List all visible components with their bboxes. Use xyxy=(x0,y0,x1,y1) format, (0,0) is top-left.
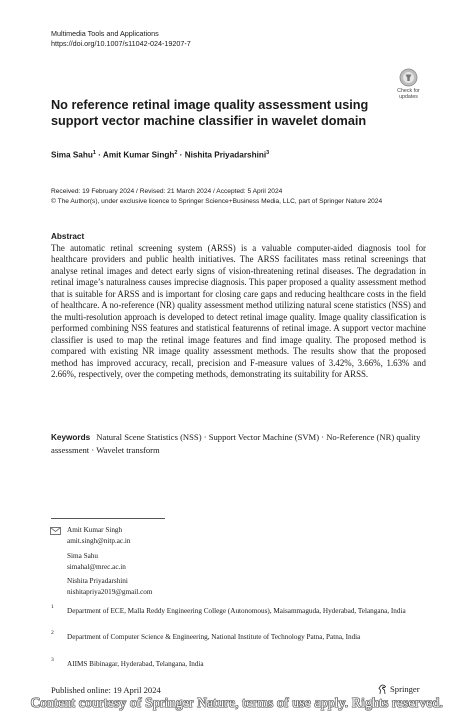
author-contact xyxy=(67,551,126,572)
badge-line-2: updates xyxy=(399,94,418,100)
author-affiliation-mark: 1 xyxy=(92,150,96,156)
copyright-notice: © The Author(s), under exclusive licence to Springer Science+Business Media, LLC, part of Springer Nature 2024 xyxy=(51,197,383,205)
author-name: Sima Sahu xyxy=(51,150,93,160)
abstract-text: The automatic retinal screening system (ARSS) is a valuable computer-aided diagnosis tool for healthcare providers and public health initiatives. The ARSS facilitates mass retinal screenings that analyse retinal images and detect early signs of vision-threatening retinal diseases. The degradation in retinal image’s naturalness causes imprecise diagnosis. This paper proposed a quality assessment method that is suitable for ARSS and is important for closing care gaps and reducing healthcare costs in the field of healthcare. A no-reference (NR) quality assessment method utilizing natural scene statistics (NSS) and the multi-resolution approach is developed to detect retinal image quality. Image quality classification is performed combining NSS features and statistical featurenns of retinal image. A support vector machine classifier is used to map the retinal image features and find image quality. The proposed method is compared with existing NR image quality assessment methods. The results show that the proposed method has improved accuracy, recall, precision and F-measure values of 3.42%, 3.66%, 1.63% and 2.66%, respectively, over the competing methods, demonstrating its suitability for ARSS. xyxy=(51,243,426,379)
published-online-date: Published online: 19 April 2024 xyxy=(51,685,161,695)
publication-history xyxy=(51,187,382,206)
courtesy-watermark: Content courtesy of Springer Nature, terms of use apply. Rights reserved. xyxy=(30,695,444,710)
author-separator: · xyxy=(177,150,185,160)
badge-line-1: Check for xyxy=(397,88,420,94)
contact-email[interactable]: amit.singh@nitp.ac.in xyxy=(67,536,131,545)
keywords-heading: Keywords xyxy=(51,433,91,442)
received-dates: Received: 19 February 2024 / Revised: 21 March 2024 / Accepted: 5 April 2024 xyxy=(51,188,283,195)
affiliation-text: AIIMS Bibinagar, Hyderabad, Telangana, India xyxy=(67,660,204,668)
corresponding-author xyxy=(67,525,131,546)
contact-name: Sima Sahu xyxy=(67,552,98,560)
doi-link[interactable]: https://doi.org/10.1007/s11042-024-19207-7 xyxy=(51,38,191,48)
contact-email[interactable]: nishitapriya2019@gmail.com xyxy=(67,587,153,596)
author-name: Nishita Priyadarshini xyxy=(184,150,267,160)
check-for-updates-badge[interactable] xyxy=(388,88,429,100)
contact-name: Amit Kumar Singh xyxy=(67,526,123,534)
affiliation-text: Department of ECE, Malla Reddy Engineering College (Autonomous), Maisammaguda, Hyderabad, Telangana, India xyxy=(67,607,406,615)
author-separator: · xyxy=(95,150,103,160)
journal-name: Multimedia Tools and Applications xyxy=(51,29,159,38)
author-contact xyxy=(67,576,152,597)
envelope-icon xyxy=(50,527,61,535)
journal-header xyxy=(51,29,191,48)
author-name: Amit Kumar Singh xyxy=(102,150,175,160)
affiliation-number: 3 xyxy=(51,657,54,663)
keywords-text: Natural Scene Statistics (NSS) · Support Vector Machine (SVM) · No-Reference (NR) quality assessment · Wavelet transform xyxy=(51,432,421,455)
keywords-section xyxy=(51,431,426,456)
affiliation-number: 1 xyxy=(51,604,54,610)
affiliation-text: Department of Computer Science & Engineering, National Institute of Technology Patna, Patna, India xyxy=(67,633,361,641)
abstract-heading: Abstract xyxy=(51,232,85,241)
publisher-name: Springer xyxy=(390,684,420,694)
contact-name: Nishita Priyadarshini xyxy=(67,577,128,585)
contact-email[interactable]: simahal@mrec.ac.in xyxy=(67,562,126,571)
springer-horse-logo-icon xyxy=(378,684,387,695)
author-affiliation-mark: 3 xyxy=(266,150,270,156)
author-list xyxy=(51,150,269,160)
paper-title: No reference retinal image quality assessment using support vector machine classifier in wavelet domain xyxy=(51,98,369,128)
footnote-divider xyxy=(51,518,165,519)
affiliation-number: 2 xyxy=(51,630,54,636)
author-affiliation-mark: 2 xyxy=(174,150,178,156)
